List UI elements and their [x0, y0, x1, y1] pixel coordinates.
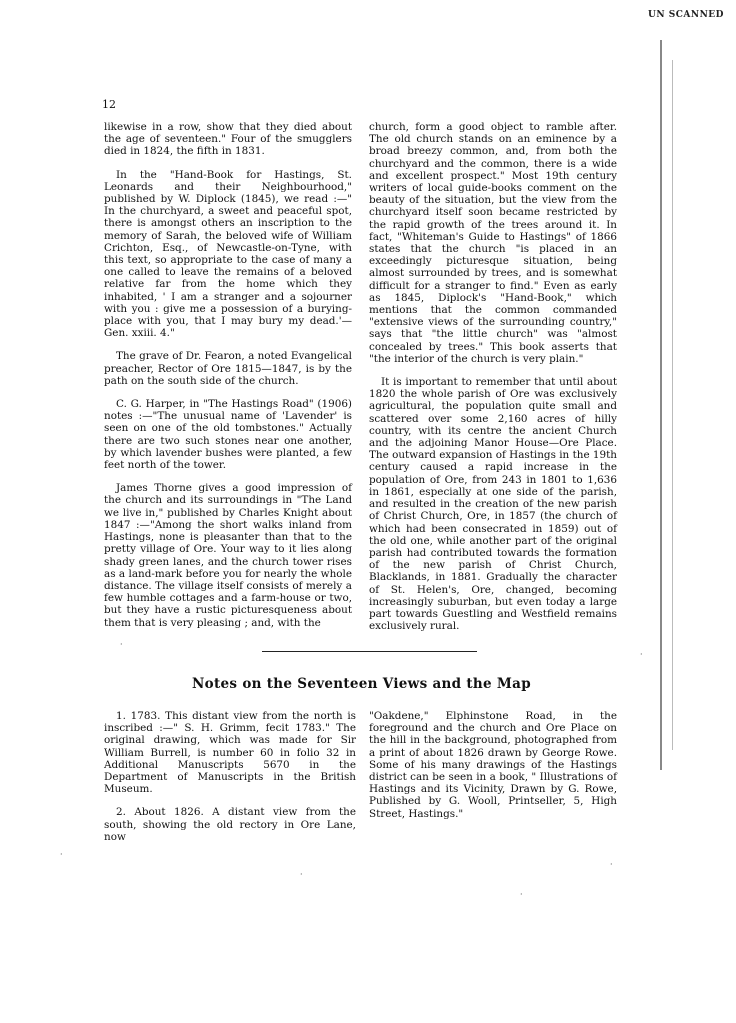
notes-left-column	[104, 710, 356, 854]
note-item: "Oakdene," Elphinstone Road, in the foreground and the church and Ore Place on the hill in the background, photographed from a print of about 1826 drawn by George Rowe. Some of his many drawings of the Hastings district can be seen in a book, " Illustrations of Hastings and its Vicinity, Drawn by G. Rowe, Published by G. Wooll, Printseller, 5, High Street, Hastings."	[369, 710, 617, 820]
scan-speck: ·	[640, 650, 643, 659]
scan-speck: ·	[120, 640, 123, 649]
paragraph: church, form a good object to ramble after. The old church stands on an eminence by a broad breezy common, and, from both the churchyard and the common, there is a wide and excellent prospect." Most 19th century writers of local guide-books comment on the beauty of the situation, but the view from the churchyard itself soon became restricted by the rapid growth of the trees around it. In fact, "Whiteman's Guide to Hastings" of 1866 states that the church "is placed in an exceedingly picturesque situation, being almost surrounded by trees, and is somewhat difficult for a stranger to find." Even as early as 1845, Diplock's "Hand-Book," which mentions that the common commanded "extensive views of the surrounding country," says that "the little church" was "almost concealed by trees." This book asserts that "the interior of the church is very plain."	[369, 121, 617, 365]
scan-speck: ·	[300, 870, 303, 879]
right-column	[369, 121, 617, 643]
paragraph: C. G. Harper, in "The Hastings Road" (1906) notes :—"The unusual name of 'Lavender' is seen on one of the old tombstones." Actually there are two such stones near one another, by which lavender bushes were planted, a few feet north of the tower.	[104, 398, 352, 472]
section-divider	[262, 651, 477, 652]
page-number: 12	[102, 98, 116, 111]
paragraph: It is important to remember that until about 1820 the whole parish of Ore was exclusively agricultural, the population quite small and scattered over some 2,160 acres of hilly country, with its centre the ancient Church and the adjoining Manor House—Ore Place. The outward expansion of Hastings in the 19th century caused a rapid increase in the population of Ore, from 243 in 1801 to 1,636 in 1861, especially at one side of the parish, and resulted in the creation of the new parish of Christ Church, Ore, in 1857 (the church of which had been consecrated in 1859) out of the old one, while another part of the original parish had contributed towards the formation of the new parish of Christ Church, Blacklands, in 1881. Gradually the character of St. Helen's, Ore, changed, becoming increasingly suburban, but even today a large part towards Guestling and Westfield remains exclusively rural.	[369, 376, 617, 633]
note-item: 2. About 1826. A distant view from the south, showing the old rectory in Ore Lane, now	[104, 806, 356, 843]
notes-right-column	[369, 710, 617, 831]
paragraph: James Thorne gives a good impression of the church and its surroundings in "The Land we live in," published by Charles Knight about 1847 :—"Among the short walks inland from Hastings, none is pleasanter than that to the pretty village of Ore. Your way to it lies along shady green lanes, and the church tower rises as a land-mark before you for nearly the whole distance. The village itself consists of merely a few humble cottages and a farm-house or two, but they have a rustic picturesqueness about them that is very pleasing ; and, with the	[104, 482, 352, 629]
paragraph: The grave of Dr. Fearon, a noted Evangelical preacher, Rector of Ore 1815—1847, is by the path on the south side of the church.	[104, 350, 352, 387]
paragraph: likewise in a row, show that they died about the age of seventeen." Four of the smugglers died in 1824, the fifth in 1831.	[104, 121, 352, 158]
scan-edge-line	[660, 40, 662, 770]
section-title: Notes on the Seventeen Views and the Map	[192, 676, 531, 692]
corner-stamp: UN SCANNED	[648, 10, 724, 20]
paragraph: In the "Hand-Book for Hastings, St. Leonards and their Neighbourhood," published by W. Diplock (1845), we read :—" In the churchyard, a sweet and peaceful spot, there is amongst others an inscription to the memory of Sarah, the beloved wife of William Crichton, Esq., of Newcastle-on-Tyne, with this text, so appropriate to the case of many a one called to leave the remains of a beloved relative far from the home which they inhabited, ' I am a stranger and a sojourner with you : give me a possession of a burying-place with you, that I may bury my dead.'—Gen. xxiii. 4."	[104, 168, 352, 340]
scan-edge-line-faint	[672, 60, 673, 750]
scan-speck: ·	[60, 850, 63, 859]
note-item: 1. 1783. This distant view from the north is inscribed :—" S. H. Grimm, fecit 1783." The original drawing, which was made for Sir William Burrell, is number 60 in folio 32 in Additional Manuscripts 5670 in the Department of Manuscripts in the British Museum.	[104, 710, 356, 796]
scan-speck: ·	[520, 890, 523, 899]
scan-speck: ·	[610, 860, 613, 869]
left-column	[104, 121, 352, 640]
